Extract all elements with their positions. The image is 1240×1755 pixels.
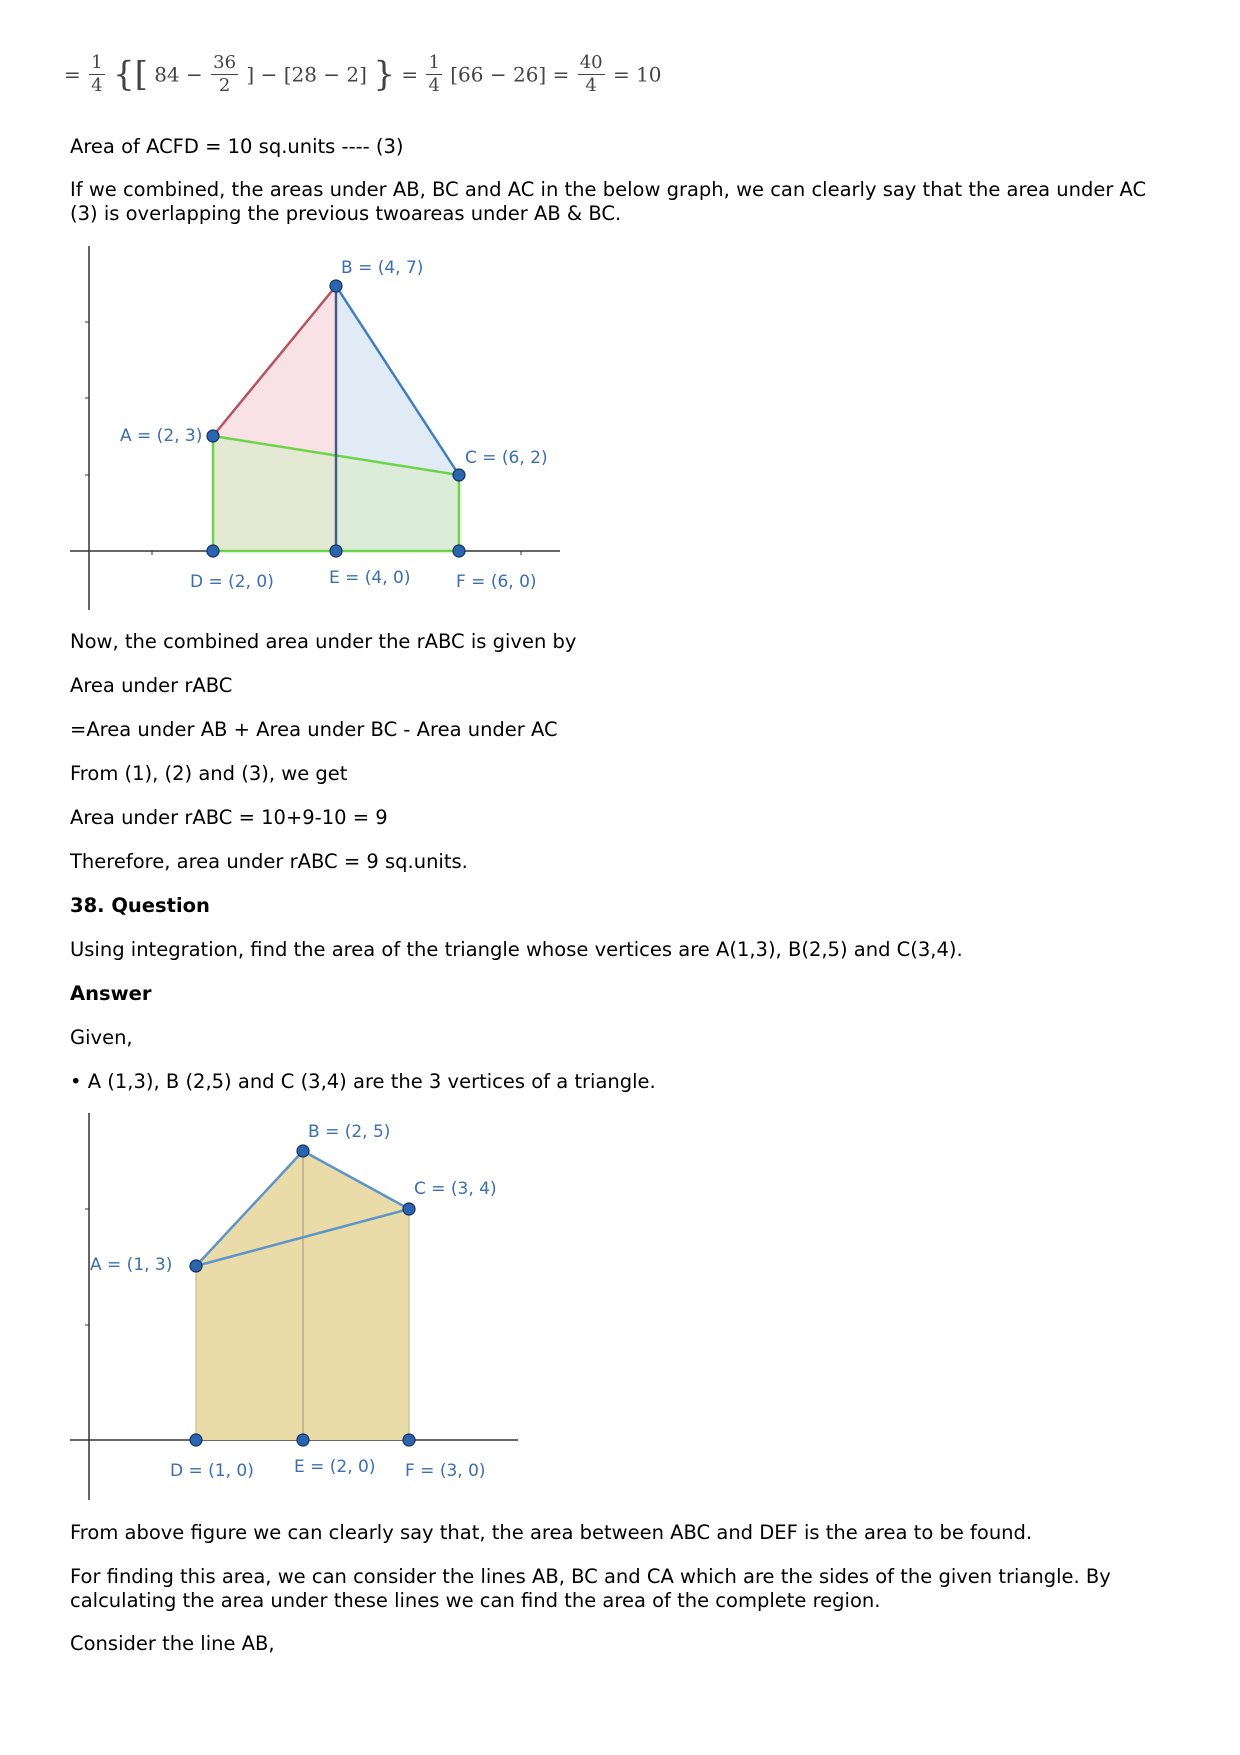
label-b: B = (2, 5) <box>308 1122 391 1142</box>
term-66-minus-26: [66 − 26] = <box>450 62 570 87</box>
from-equations-text: From (1), (2) and (3), we get <box>70 762 348 785</box>
finding-area-paragraph: For finding this area, we can consider the lines AB, BC and CA which are the sides of the given triangle. By calculating the area under these lines we can find the area of the complete region. <box>70 1565 1111 1612</box>
point-c <box>403 1203 415 1215</box>
question-heading: 38. Question <box>70 894 210 917</box>
point-b <box>297 1145 309 1157</box>
area-formula-text: =Area under AB + Area under BC - Area under AC <box>70 718 558 741</box>
given-bullet: • A (1,3), B (2,5) and C (3,4) are the 3 vertices of a triangle. <box>70 1070 656 1093</box>
given-text: Given, <box>70 1026 133 1049</box>
answer-heading: Answer <box>70 982 152 1005</box>
point-a <box>190 1260 202 1272</box>
label-f: F = (6, 0) <box>456 572 537 592</box>
fraction-36-over-2: $\frac{36}{2}$ <box>213 52 237 96</box>
consider-line-ab-text: Consider the line AB, <box>70 1632 275 1655</box>
equation-result: = 10 <box>612 62 662 87</box>
question-text: Using integration, find the area of the triangle whose vertices are A(1,3), B(2,5) and C(3,4). <box>70 938 963 961</box>
term-28-minus-2: [28 − 2] <box>283 62 367 87</box>
conclusion-text: Therefore, area under rABC = 9 sq.units. <box>70 850 468 873</box>
label-e: E = (2, 0) <box>294 1457 376 1477</box>
label-a: A = (2, 3) <box>120 426 203 446</box>
area-calculation-text: Area under rABC = 10+9-10 = 9 <box>70 806 388 829</box>
close-bracket: ] − <box>246 62 278 87</box>
label-c: C = (6, 2) <box>465 448 548 468</box>
label-d: D = (1, 0) <box>170 1461 254 1481</box>
label-b: B = (4, 7) <box>341 258 424 278</box>
point-d <box>190 1434 202 1446</box>
area-under-rabc-text: Area under rABC <box>70 674 233 697</box>
label-e: E = (4, 0) <box>329 568 411 588</box>
label-d: D = (2, 0) <box>190 572 274 592</box>
point-f <box>403 1434 415 1446</box>
point-e <box>297 1434 309 1446</box>
label-a: A = (1, 3) <box>90 1255 173 1275</box>
label-c: C = (3, 4) <box>414 1179 497 1199</box>
combined-areas-paragraph: If we combined, the areas under AB, BC and AC in the below graph, we can clearly say that the area under AC (3) is overlapping the previous twoareas under AB & BC. <box>70 178 1147 225</box>
equals-sign: = <box>401 62 419 87</box>
close-brace: } <box>373 54 395 95</box>
term-84: 84 − <box>154 62 203 87</box>
area-between-text: From above figure we can clearly say that, the area between ABC and DEF is the area to be found. <box>70 1521 1033 1544</box>
fraction-one-quarter: $\frac{1}{4}$ <box>91 52 103 96</box>
label-f: F = (3, 0) <box>405 1461 486 1481</box>
combined-area-text: Now, the combined area under the rABC is given by <box>70 630 577 653</box>
equals-sign: = <box>64 62 81 87</box>
open-brace: {[ <box>112 54 148 95</box>
fraction-one-quarter: $\frac{1}{4}$ <box>428 52 440 96</box>
fraction-40-over-4: $\frac{40}{4}$ <box>579 52 603 96</box>
area-acfd-text: Area of ACFD = 10 sq.units ---- (3) <box>70 135 404 158</box>
